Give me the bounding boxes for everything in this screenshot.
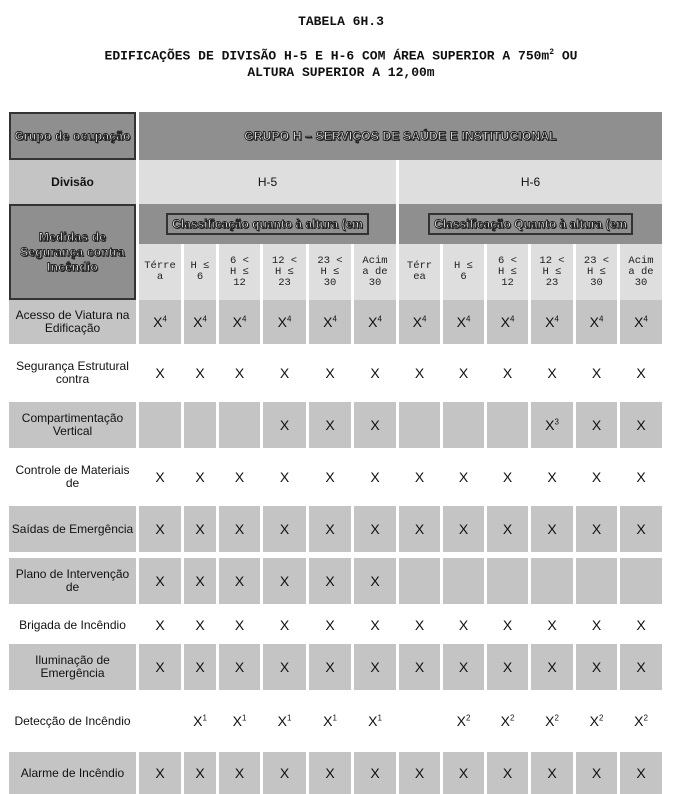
height-range-cell: 23 < H ≤ 30 xyxy=(576,244,617,300)
requirement-cell xyxy=(263,402,306,448)
requirement-cell xyxy=(443,402,484,448)
classification-h6-cell xyxy=(399,204,662,244)
requirement-cell xyxy=(620,610,662,640)
requirement-mark: X xyxy=(547,365,557,381)
requirement-mark: X xyxy=(545,713,555,729)
height-range-cell: Acim a de 30 xyxy=(620,244,662,300)
requirement-mark: X xyxy=(414,765,425,781)
requirement-mark: X xyxy=(636,365,646,381)
requirement-cell xyxy=(620,644,662,690)
requirement-mark: X xyxy=(547,617,557,633)
requirement-mark: X xyxy=(370,659,380,675)
requirement-mark: X xyxy=(502,365,513,381)
division-h6: H-6 xyxy=(399,160,662,204)
requirement-note: 4 xyxy=(162,314,167,324)
table-row xyxy=(9,454,662,500)
requirement-cell xyxy=(487,350,528,396)
requirement-cell xyxy=(263,506,306,552)
requirement-cell xyxy=(399,752,440,794)
requirement-mark: X xyxy=(547,659,557,675)
requirement-mark: X xyxy=(279,573,290,589)
subtitle-line1-pre: EDIFICAÇÕES DE DIVISÃO H-5 E H-6 COM ÁREA SUPERIOR A 750m xyxy=(104,48,550,64)
requirement-cell xyxy=(443,752,484,794)
requirement-cell xyxy=(139,696,181,746)
requirement-mark: X xyxy=(325,469,335,485)
requirement-cell xyxy=(531,350,573,396)
requirement-mark: X xyxy=(325,765,335,781)
measure-label: Alarme de Incêndio xyxy=(9,752,136,794)
table-row xyxy=(9,506,662,552)
requirement-mark: X xyxy=(368,713,378,729)
requirement-mark: X xyxy=(279,659,290,675)
requirement-mark: X xyxy=(277,314,287,330)
measure-label: Iluminação de Emergência xyxy=(9,644,136,690)
requirement-cell xyxy=(620,696,662,746)
requirement-mark: X xyxy=(232,713,242,729)
requirement-cell xyxy=(219,558,260,604)
requirement-cell xyxy=(399,506,440,552)
requirement-cell xyxy=(309,402,351,448)
requirement-mark: X xyxy=(234,573,245,589)
requirement-mark: X xyxy=(370,417,380,433)
requirement-mark: X xyxy=(195,521,205,537)
requirement-cell xyxy=(620,752,662,794)
requirement-mark: X xyxy=(589,314,599,330)
requirement-mark: X xyxy=(502,659,513,675)
height-range-cell: Térre a xyxy=(139,244,181,300)
requirement-mark: X xyxy=(155,469,165,485)
requirement-mark: X xyxy=(323,314,333,330)
requirement-mark: X xyxy=(153,314,163,330)
requirement-mark: X xyxy=(234,521,245,537)
requirement-mark: X xyxy=(636,521,646,537)
requirement-cell xyxy=(443,350,484,396)
requirement-cell xyxy=(443,644,484,690)
requirement-mark: X xyxy=(279,617,290,633)
table-row xyxy=(9,752,662,794)
measure-label: Compartimentação Vertical xyxy=(9,402,136,448)
measure-label: Detecção de Incêndio xyxy=(9,696,136,746)
measure-label: Brigada de Incêndio xyxy=(9,610,136,640)
requirement-cell xyxy=(487,610,528,640)
requirement-mark: X xyxy=(591,659,602,675)
requirement-mark: X xyxy=(232,314,242,330)
requirement-cell xyxy=(263,350,306,396)
requirement-mark: X xyxy=(279,365,290,381)
requirement-cell xyxy=(620,454,662,500)
division-label: Divisão xyxy=(9,160,136,204)
requirement-cell xyxy=(219,610,260,640)
requirement-cell xyxy=(309,350,351,396)
requirement-mark: X xyxy=(545,314,555,330)
height-range-cell: H ≤ 6 xyxy=(184,244,216,300)
requirement-cell xyxy=(354,454,396,500)
requirement-cell xyxy=(399,644,440,690)
requirement-note: 2 xyxy=(554,713,559,723)
requirement-mark: X xyxy=(636,417,646,433)
requirement-note: 2 xyxy=(643,713,648,723)
requirement-cell xyxy=(139,454,181,500)
requirement-cell xyxy=(139,752,181,794)
requirement-cell xyxy=(354,402,396,448)
requirement-note: 1 xyxy=(241,713,247,723)
requirement-cell xyxy=(443,454,484,500)
requirement-note: 4 xyxy=(421,314,427,324)
requirement-mark: X xyxy=(414,617,425,633)
requirement-cell xyxy=(531,610,573,640)
requirement-cell xyxy=(184,402,216,448)
height-range-cell: Acim a de 30 xyxy=(354,244,396,300)
table-row xyxy=(9,644,662,690)
requirement-cell xyxy=(399,696,440,746)
requirement-cell xyxy=(399,610,440,640)
requirement-cell xyxy=(487,300,528,344)
requirement-cell xyxy=(184,644,216,690)
height-range-cell: 23 < H ≤ 30 xyxy=(309,244,351,300)
requirement-cell xyxy=(309,454,351,500)
requirement-note: 1 xyxy=(202,713,207,723)
table-row xyxy=(9,610,662,640)
requirement-cell xyxy=(139,350,181,396)
table-row xyxy=(9,696,662,746)
table-title-block xyxy=(0,14,682,81)
requirement-cell xyxy=(531,454,573,500)
requirement-cell xyxy=(487,558,528,604)
requirement-cell xyxy=(487,402,528,448)
requirement-mark: X xyxy=(547,469,557,485)
table-row xyxy=(9,300,662,344)
requirement-cell xyxy=(139,506,181,552)
table-title: TABELA 6H.3 xyxy=(298,14,384,29)
subtitle-line2: ALTURA SUPERIOR A 12,00m xyxy=(247,65,435,81)
requirement-mark: X xyxy=(370,521,380,537)
requirement-cell xyxy=(576,644,617,690)
requirement-cell xyxy=(531,644,573,690)
measure-label: Acesso de Viatura na Edificação xyxy=(9,300,136,344)
requirement-cell xyxy=(263,454,306,500)
requirement-note: 2 xyxy=(465,713,471,723)
requirement-mark: X xyxy=(591,521,602,537)
requirement-cell xyxy=(443,506,484,552)
requirement-mark: X xyxy=(368,314,378,330)
requirement-cell xyxy=(219,752,260,794)
requirement-mark: X xyxy=(279,521,290,537)
requirement-mark: X xyxy=(412,314,422,330)
requirement-mark: X xyxy=(636,659,646,675)
height-range-cell: 12 < H ≤ 23 xyxy=(263,244,306,300)
requirement-mark: X xyxy=(155,659,165,675)
requirement-note: 1 xyxy=(332,713,337,723)
requirement-note: 4 xyxy=(509,314,515,324)
requirement-mark: X xyxy=(636,617,646,633)
requirement-cell xyxy=(263,644,306,690)
requirement-mark: X xyxy=(591,365,602,381)
requirement-cell xyxy=(184,610,216,640)
requirement-cell xyxy=(354,350,396,396)
requirement-mark: X xyxy=(277,713,287,729)
requirement-mark: X xyxy=(193,713,203,729)
requirement-cell xyxy=(487,696,528,746)
requirement-cell xyxy=(139,558,181,604)
requirement-cell xyxy=(576,300,617,344)
requirement-cell xyxy=(309,752,351,794)
requirement-mark: X xyxy=(370,469,380,485)
requirement-note: 4 xyxy=(598,314,604,324)
requirement-cell xyxy=(399,350,440,396)
requirement-cell xyxy=(354,752,396,794)
requirement-cell xyxy=(354,644,396,690)
requirement-mark: X xyxy=(502,521,513,537)
requirement-mark: X xyxy=(589,713,599,729)
requirement-cell xyxy=(576,454,617,500)
requirement-cell xyxy=(219,300,260,344)
requirement-note: 4 xyxy=(286,314,292,324)
requirement-mark: X xyxy=(323,713,333,729)
height-range-cell: Térr ea xyxy=(399,244,440,300)
requirement-mark: X xyxy=(325,659,335,675)
requirement-note: 1 xyxy=(377,713,382,723)
requirement-cell xyxy=(620,300,662,344)
safety-measures-table xyxy=(6,112,665,794)
requirement-mark: X xyxy=(458,521,469,537)
subtitle-line1-post: OU xyxy=(554,48,578,64)
requirement-cell xyxy=(531,558,573,604)
requirement-mark: X xyxy=(325,521,335,537)
requirement-cell xyxy=(576,350,617,396)
requirement-mark: X xyxy=(502,617,513,633)
requirement-cell xyxy=(531,752,573,794)
requirement-cell xyxy=(263,696,306,746)
requirement-note: 1 xyxy=(286,713,292,723)
requirement-note: 4 xyxy=(643,314,648,324)
requirement-cell xyxy=(620,558,662,604)
measure-label: Plano de Intervenção de xyxy=(9,558,136,604)
height-range-cell: 6 < H ≤ 12 xyxy=(487,244,528,300)
measure-label: Saídas de Emergência xyxy=(9,506,136,552)
height-range-cell: 6 < H ≤ 12 xyxy=(219,244,260,300)
requirement-mark: X xyxy=(456,713,466,729)
requirement-note: 4 xyxy=(202,314,207,324)
group-label-cell: Grupo de ocupação xyxy=(9,112,136,160)
requirement-mark: X xyxy=(502,469,513,485)
requirement-mark: X xyxy=(279,765,290,781)
requirement-cell xyxy=(576,558,617,604)
requirement-cell xyxy=(487,506,528,552)
requirement-mark: X xyxy=(636,469,646,485)
requirement-mark: X xyxy=(234,365,245,381)
requirement-cell xyxy=(263,558,306,604)
subtitle-sup: 2 xyxy=(549,48,555,57)
requirement-mark: X xyxy=(636,765,646,781)
requirement-cell xyxy=(531,506,573,552)
requirement-mark: X xyxy=(370,765,380,781)
requirement-mark: X xyxy=(414,469,425,485)
requirement-mark: X xyxy=(234,617,245,633)
requirement-mark: X xyxy=(547,521,557,537)
requirement-mark: X xyxy=(325,417,335,433)
requirement-note: 2 xyxy=(509,713,515,723)
classification-h6: Classificação Quanto à altura (em xyxy=(428,213,633,235)
requirement-mark: X xyxy=(234,765,245,781)
measure-label: Segurança Estrutural contra xyxy=(9,350,136,396)
requirement-cell xyxy=(263,300,306,344)
requirement-cell xyxy=(309,300,351,344)
requirement-mark: X xyxy=(193,314,203,330)
requirement-cell xyxy=(219,454,260,500)
table-subtitle xyxy=(0,44,682,81)
requirement-mark: X xyxy=(195,469,205,485)
requirement-cell xyxy=(576,610,617,640)
requirement-cell xyxy=(443,300,484,344)
requirement-cell xyxy=(219,506,260,552)
requirement-cell xyxy=(139,610,181,640)
requirement-mark: X xyxy=(155,365,165,381)
requirement-cell xyxy=(531,696,573,746)
requirement-cell xyxy=(354,696,396,746)
requirement-cell xyxy=(139,300,181,344)
requirement-mark: X xyxy=(458,765,469,781)
requirement-cell xyxy=(399,300,440,344)
requirement-mark: X xyxy=(234,469,245,485)
requirement-mark: X xyxy=(500,314,510,330)
requirement-cell xyxy=(219,350,260,396)
requirement-cell xyxy=(184,454,216,500)
requirement-cell xyxy=(576,402,617,448)
requirement-mark: X xyxy=(591,469,602,485)
division-h5: H-5 xyxy=(139,160,396,204)
requirement-note: 4 xyxy=(241,314,247,324)
requirement-mark: X xyxy=(414,521,425,537)
requirement-cell xyxy=(443,696,484,746)
requirement-note: 2 xyxy=(598,713,604,723)
requirement-cell xyxy=(184,506,216,552)
requirement-cell xyxy=(139,644,181,690)
requirement-mark: X xyxy=(195,573,205,589)
requirement-cell xyxy=(184,696,216,746)
measures-label-cell: Medidas de Segurança contra Incêndio xyxy=(9,204,136,300)
height-range-cell: H ≤ 6 xyxy=(443,244,484,300)
requirement-cell xyxy=(263,752,306,794)
requirement-cell xyxy=(487,644,528,690)
requirement-mark: X xyxy=(370,573,380,589)
requirement-cell xyxy=(184,350,216,396)
requirement-note: 4 xyxy=(332,314,337,324)
requirement-mark: X xyxy=(502,765,513,781)
requirement-cell xyxy=(263,610,306,640)
requirement-cell xyxy=(139,402,181,448)
requirement-cell xyxy=(531,300,573,344)
requirement-note: 4 xyxy=(465,314,471,324)
requirement-mark: X xyxy=(414,365,425,381)
requirement-cell xyxy=(309,644,351,690)
requirement-mark: X xyxy=(456,314,466,330)
requirement-mark: X xyxy=(279,469,290,485)
table-row xyxy=(9,350,662,396)
requirement-mark: X xyxy=(547,765,557,781)
requirement-cell xyxy=(309,696,351,746)
requirement-cell xyxy=(399,402,440,448)
table-row xyxy=(9,402,662,448)
requirement-cell xyxy=(184,558,216,604)
requirement-mark: X xyxy=(458,617,469,633)
requirement-mark: X xyxy=(591,617,602,633)
requirement-mark: X xyxy=(414,659,425,675)
measure-label: Controle de Materiais de xyxy=(9,454,136,500)
requirement-cell xyxy=(576,696,617,746)
requirement-mark: X xyxy=(325,365,335,381)
requirement-cell xyxy=(219,696,260,746)
requirement-mark: X xyxy=(155,617,165,633)
requirement-mark: X xyxy=(370,365,380,381)
requirement-mark: X xyxy=(591,417,602,433)
height-range-cell: 12 < H ≤ 23 xyxy=(531,244,573,300)
requirement-mark: X xyxy=(634,314,644,330)
requirement-cell xyxy=(354,558,396,604)
requirement-cell xyxy=(487,454,528,500)
requirement-cell xyxy=(184,752,216,794)
requirement-cell xyxy=(620,506,662,552)
requirement-mark: X xyxy=(195,365,205,381)
requirement-cell xyxy=(354,300,396,344)
requirement-cell xyxy=(399,558,440,604)
requirement-cell xyxy=(620,402,662,448)
requirement-cell xyxy=(354,610,396,640)
requirement-cell xyxy=(309,558,351,604)
requirement-mark: X xyxy=(155,521,165,537)
requirement-mark: X xyxy=(195,659,205,675)
requirement-cell xyxy=(309,610,351,640)
requirement-mark: X xyxy=(370,617,380,633)
requirement-mark: X xyxy=(458,365,469,381)
requirement-cell xyxy=(354,506,396,552)
requirement-mark: X xyxy=(155,765,165,781)
requirement-note: 4 xyxy=(554,314,559,324)
group-value-cell: GRUPO H – SERVIÇOS DE SAÚDE E INSTITUCIONAL xyxy=(139,112,662,160)
table-row xyxy=(9,558,662,604)
classification-h5: Classificação quanto à altura (em xyxy=(166,213,369,235)
requirement-cell xyxy=(531,402,573,448)
requirement-cell xyxy=(443,610,484,640)
requirement-mark: X xyxy=(545,417,555,433)
requirement-cell xyxy=(620,350,662,396)
requirement-cell xyxy=(219,402,260,448)
requirement-note: 4 xyxy=(377,314,382,324)
requirement-note: 3 xyxy=(554,417,559,427)
requirement-mark: X xyxy=(279,417,290,433)
requirement-mark: X xyxy=(458,659,469,675)
requirement-cell xyxy=(399,454,440,500)
requirement-mark: X xyxy=(325,573,335,589)
requirement-mark: X xyxy=(591,765,602,781)
requirement-cell xyxy=(219,644,260,690)
requirement-cell xyxy=(576,752,617,794)
requirement-cell xyxy=(184,300,216,344)
requirement-cell xyxy=(309,506,351,552)
requirement-cell xyxy=(576,506,617,552)
classification-h5-cell xyxy=(139,204,396,244)
requirement-mark: X xyxy=(195,617,205,633)
requirement-mark: X xyxy=(458,469,469,485)
requirement-mark: X xyxy=(500,713,510,729)
requirement-cell xyxy=(443,558,484,604)
requirement-mark: X xyxy=(634,713,644,729)
requirement-mark: X xyxy=(155,573,165,589)
requirement-mark: X xyxy=(234,659,245,675)
requirement-cell xyxy=(487,752,528,794)
requirement-mark: X xyxy=(195,765,205,781)
requirement-mark: X xyxy=(325,617,335,633)
